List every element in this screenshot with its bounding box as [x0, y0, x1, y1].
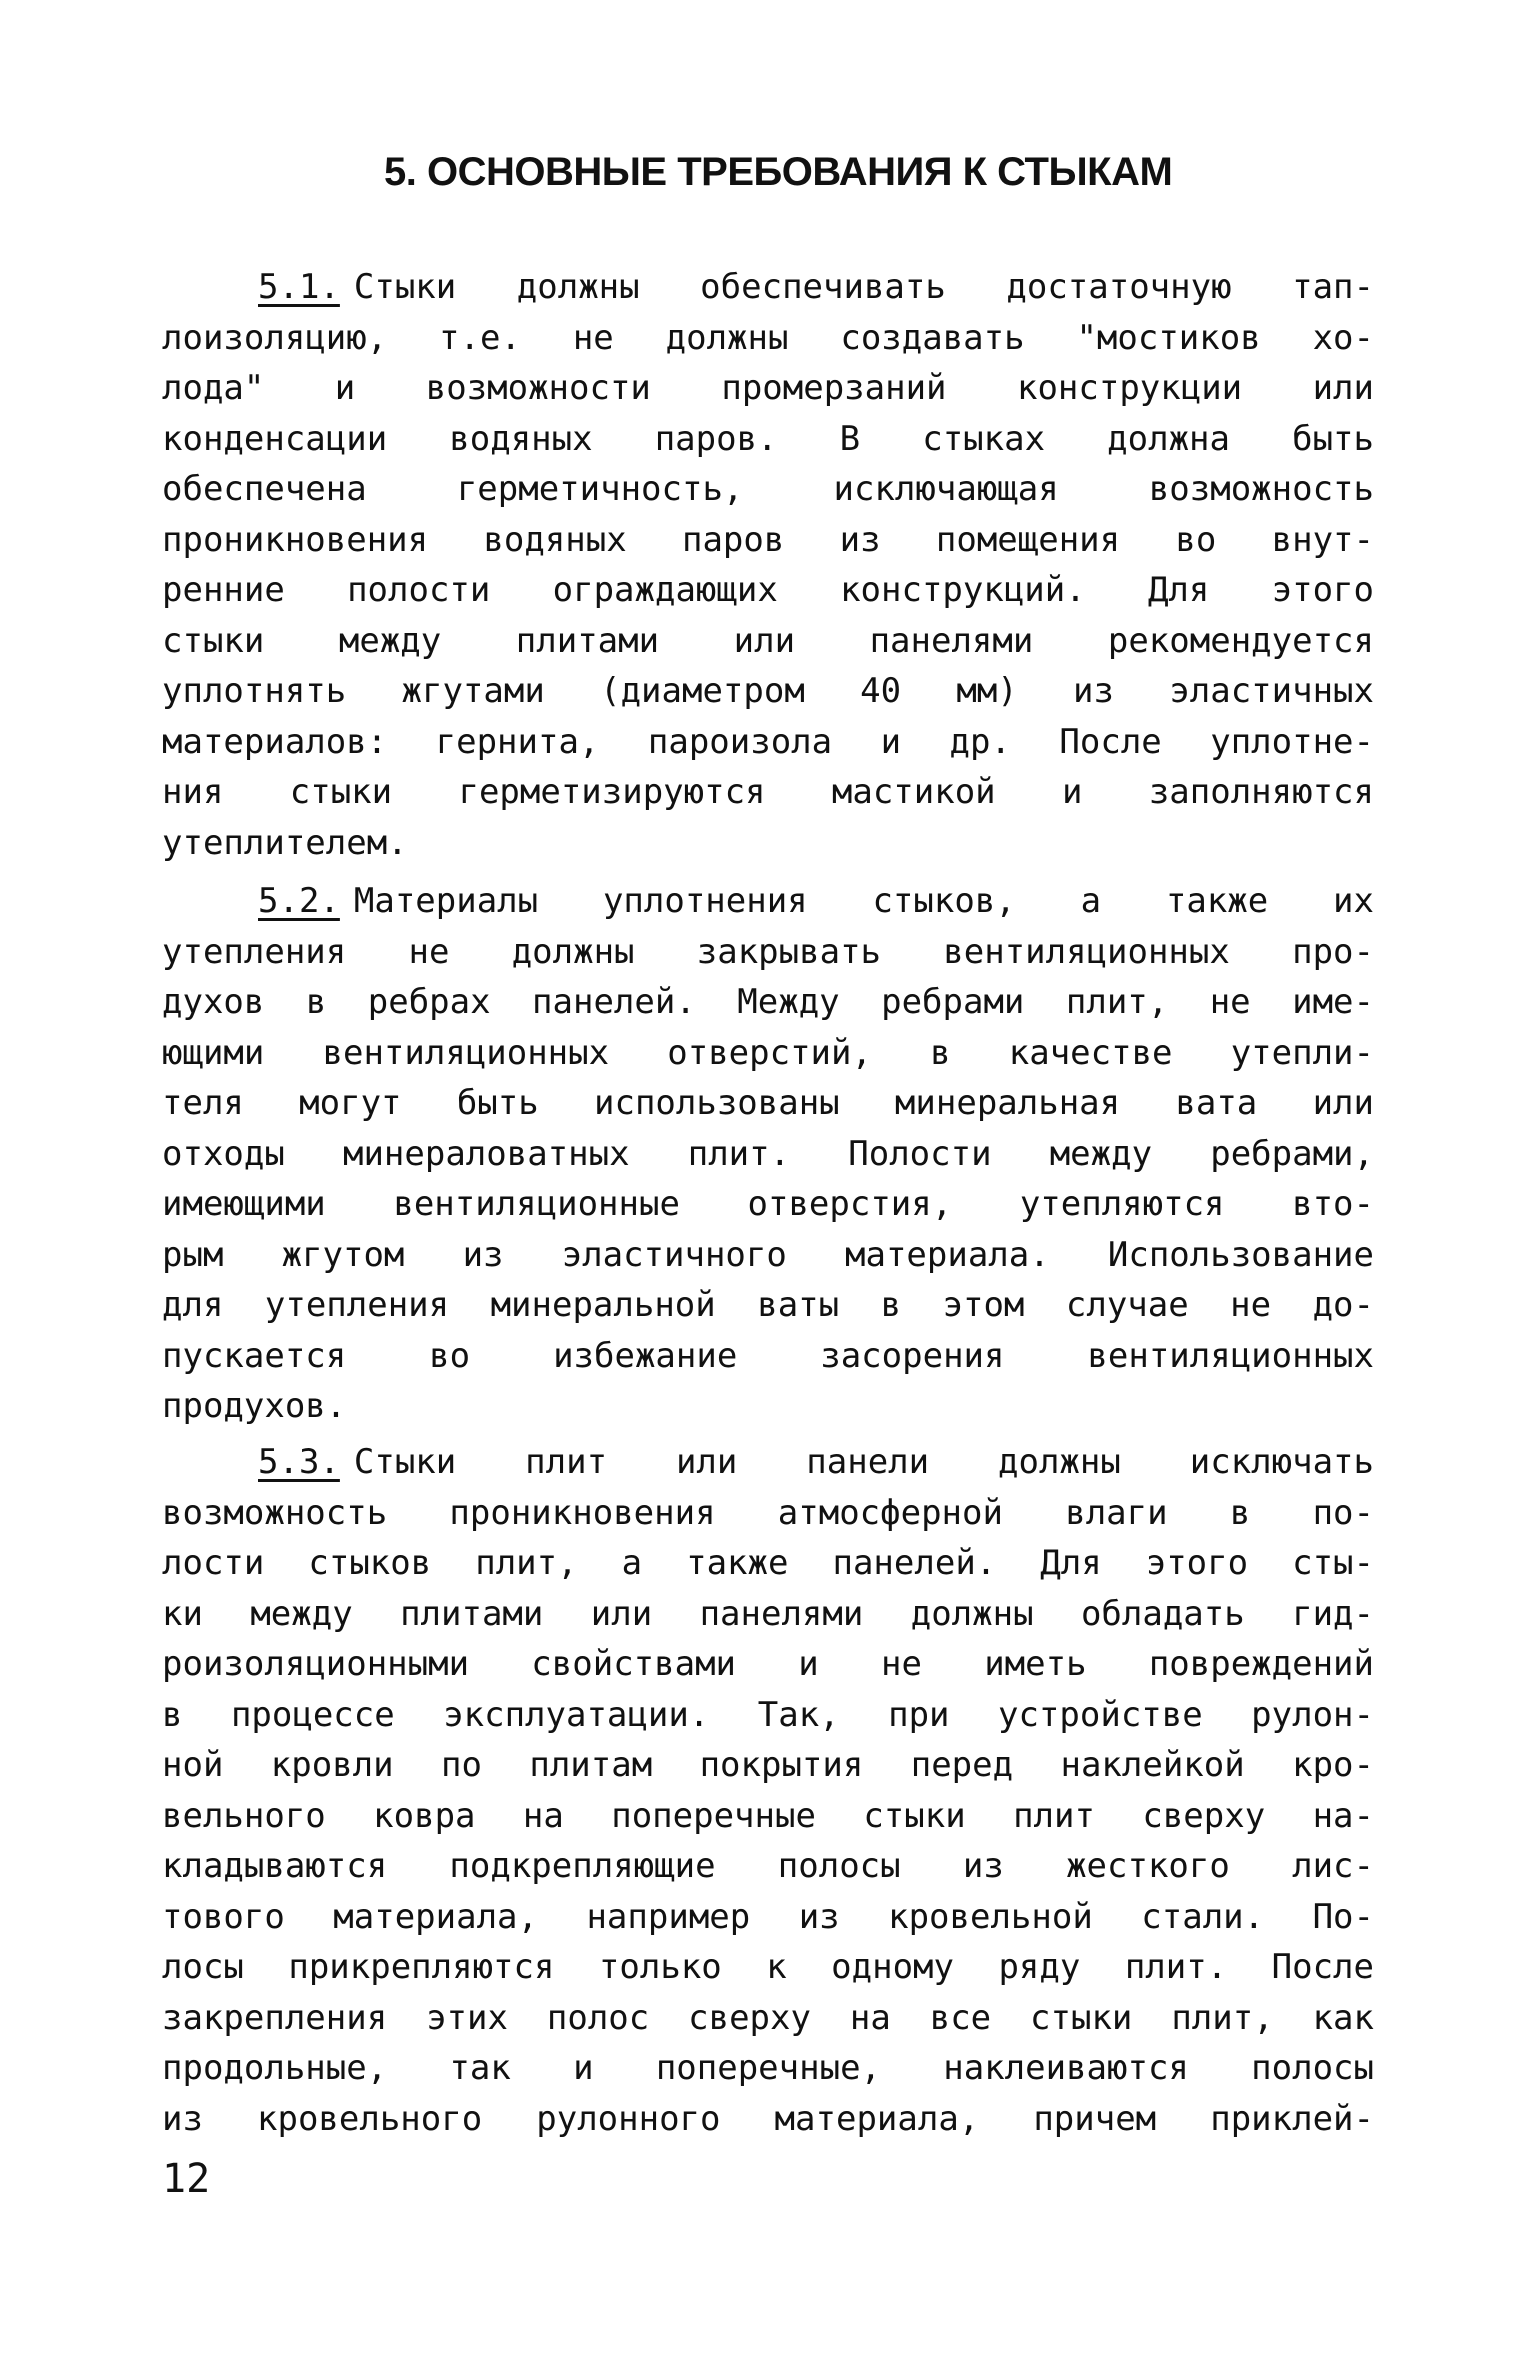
paragraph-line: лода" и возможности промерзаний конструкции или — [162, 368, 1374, 408]
paragraph-line: стыки между плитами или панелями рекомендуется — [162, 620, 1374, 661]
paragraph-line: продольные, так и поперечные, наклеиваются полосы — [162, 2048, 1374, 2088]
paragraph-line: проникновения водяных паров из помещения во внут- — [162, 519, 1374, 560]
paragraph-line: духов в ребрах панелей. Между ребрами плит, не име- — [162, 982, 1374, 1022]
paragraph-line — [162, 262, 1374, 313]
page-number: 12 — [162, 2156, 211, 2202]
paragraph-line: уплотнять жгутами (диаметром 40 мм) из эластичных — [162, 671, 1374, 711]
paragraph-line: из кровельного рулонного материала, причем приклей- — [162, 2098, 1374, 2139]
paragraph-line-text: Материалы уплотнения стыков, а также их — [353, 881, 1374, 921]
paragraph-line: в процессе эксплуатации. Так, при устройстве рулон- — [162, 1694, 1374, 1735]
paragraph-line: закрепления этих полос сверху на все стыки плит, как — [162, 1997, 1374, 2038]
paragraph-line: кладываются подкрепляющие полосы из жесткого лис- — [162, 1846, 1374, 1886]
paragraph-number: 5.1. — [258, 267, 340, 307]
paragraph-line — [162, 876, 1374, 927]
section-title: 5. ОСНОВНЫЕ ТРЕБОВАНИЯ К СТЫКАМ — [384, 150, 1173, 194]
paragraph-line: ной кровли по плитам покрытия перед наклейкой кро- — [162, 1745, 1374, 1785]
paragraph-line: утеплителем. — [162, 822, 408, 863]
paragraph-line-text: Стыки плит или панели должны исключать — [353, 1442, 1374, 1482]
paragraph-line: конденсации водяных паров. В стыках должна быть — [162, 418, 1374, 459]
paragraph-line: ки между плитами или панелями должны обладать гид- — [162, 1593, 1374, 1634]
paragraph-line: для утепления минеральной ваты в этом случае не до- — [162, 1285, 1374, 1325]
paragraph-line: лоизоляцию, т.е. не должны создавать "мостиков хо- — [162, 317, 1374, 358]
paragraph-5-2 — [162, 876, 1374, 1432]
paragraph-line: роизоляционными свойствами и не иметь повреждений — [162, 1644, 1374, 1684]
paragraph-line — [162, 1437, 1374, 1488]
paragraph-line: пускается во избежание засорения вентиляционных — [162, 1335, 1374, 1376]
paragraph-line: ющими вентиляционных отверстий, в качестве утепли- — [162, 1032, 1374, 1073]
paragraph-number: 5.2. — [258, 881, 340, 921]
paragraph-line: тового материала, например из кровельной стали. По- — [162, 1896, 1374, 1937]
paragraph-line-text: Стыки должны обеспечивать достаточную тап- — [353, 267, 1374, 307]
paragraph-line: отходы минераловатных плит. Полости между ребрами, — [162, 1133, 1374, 1174]
paragraph-line: лости стыков плит, а также панелей. Для этого сты- — [162, 1543, 1374, 1583]
paragraph-line: вельного ковра на поперечные стыки плит сверху на- — [162, 1795, 1374, 1836]
paragraph-5-1 — [162, 262, 1374, 868]
paragraph-line: ренние полости ограждающих конструкций. Для этого — [162, 570, 1374, 610]
paragraph-number: 5.3. — [258, 1442, 340, 1482]
paragraph-line: материалов: гернита, пароизола и др. После уплотне- — [162, 721, 1374, 762]
paragraph-line: рым жгутом из эластичного материала. Использование — [162, 1234, 1374, 1275]
paragraph-line: ния стыки герметизируются мастикой и заполняются — [162, 772, 1374, 812]
paragraph-line: обеспечена герметичность, исключающая возможность — [162, 469, 1374, 509]
paragraph-line: имеющими вентиляционные отверстия, утепляются вто- — [162, 1184, 1374, 1224]
paragraph-line: продухов. — [162, 1386, 347, 1426]
paragraph-line: теля могут быть использованы минеральная вата или — [162, 1083, 1374, 1123]
paragraph-line: лосы прикрепляются только к одному ряду плит. После — [162, 1947, 1374, 1987]
paragraph-5-3 — [162, 1437, 1374, 2144]
paragraph-line: утепления не должны закрывать вентиляционных про- — [162, 931, 1374, 972]
paragraph-line: возможность проникновения атмосферной влаги в по- — [162, 1492, 1374, 1533]
